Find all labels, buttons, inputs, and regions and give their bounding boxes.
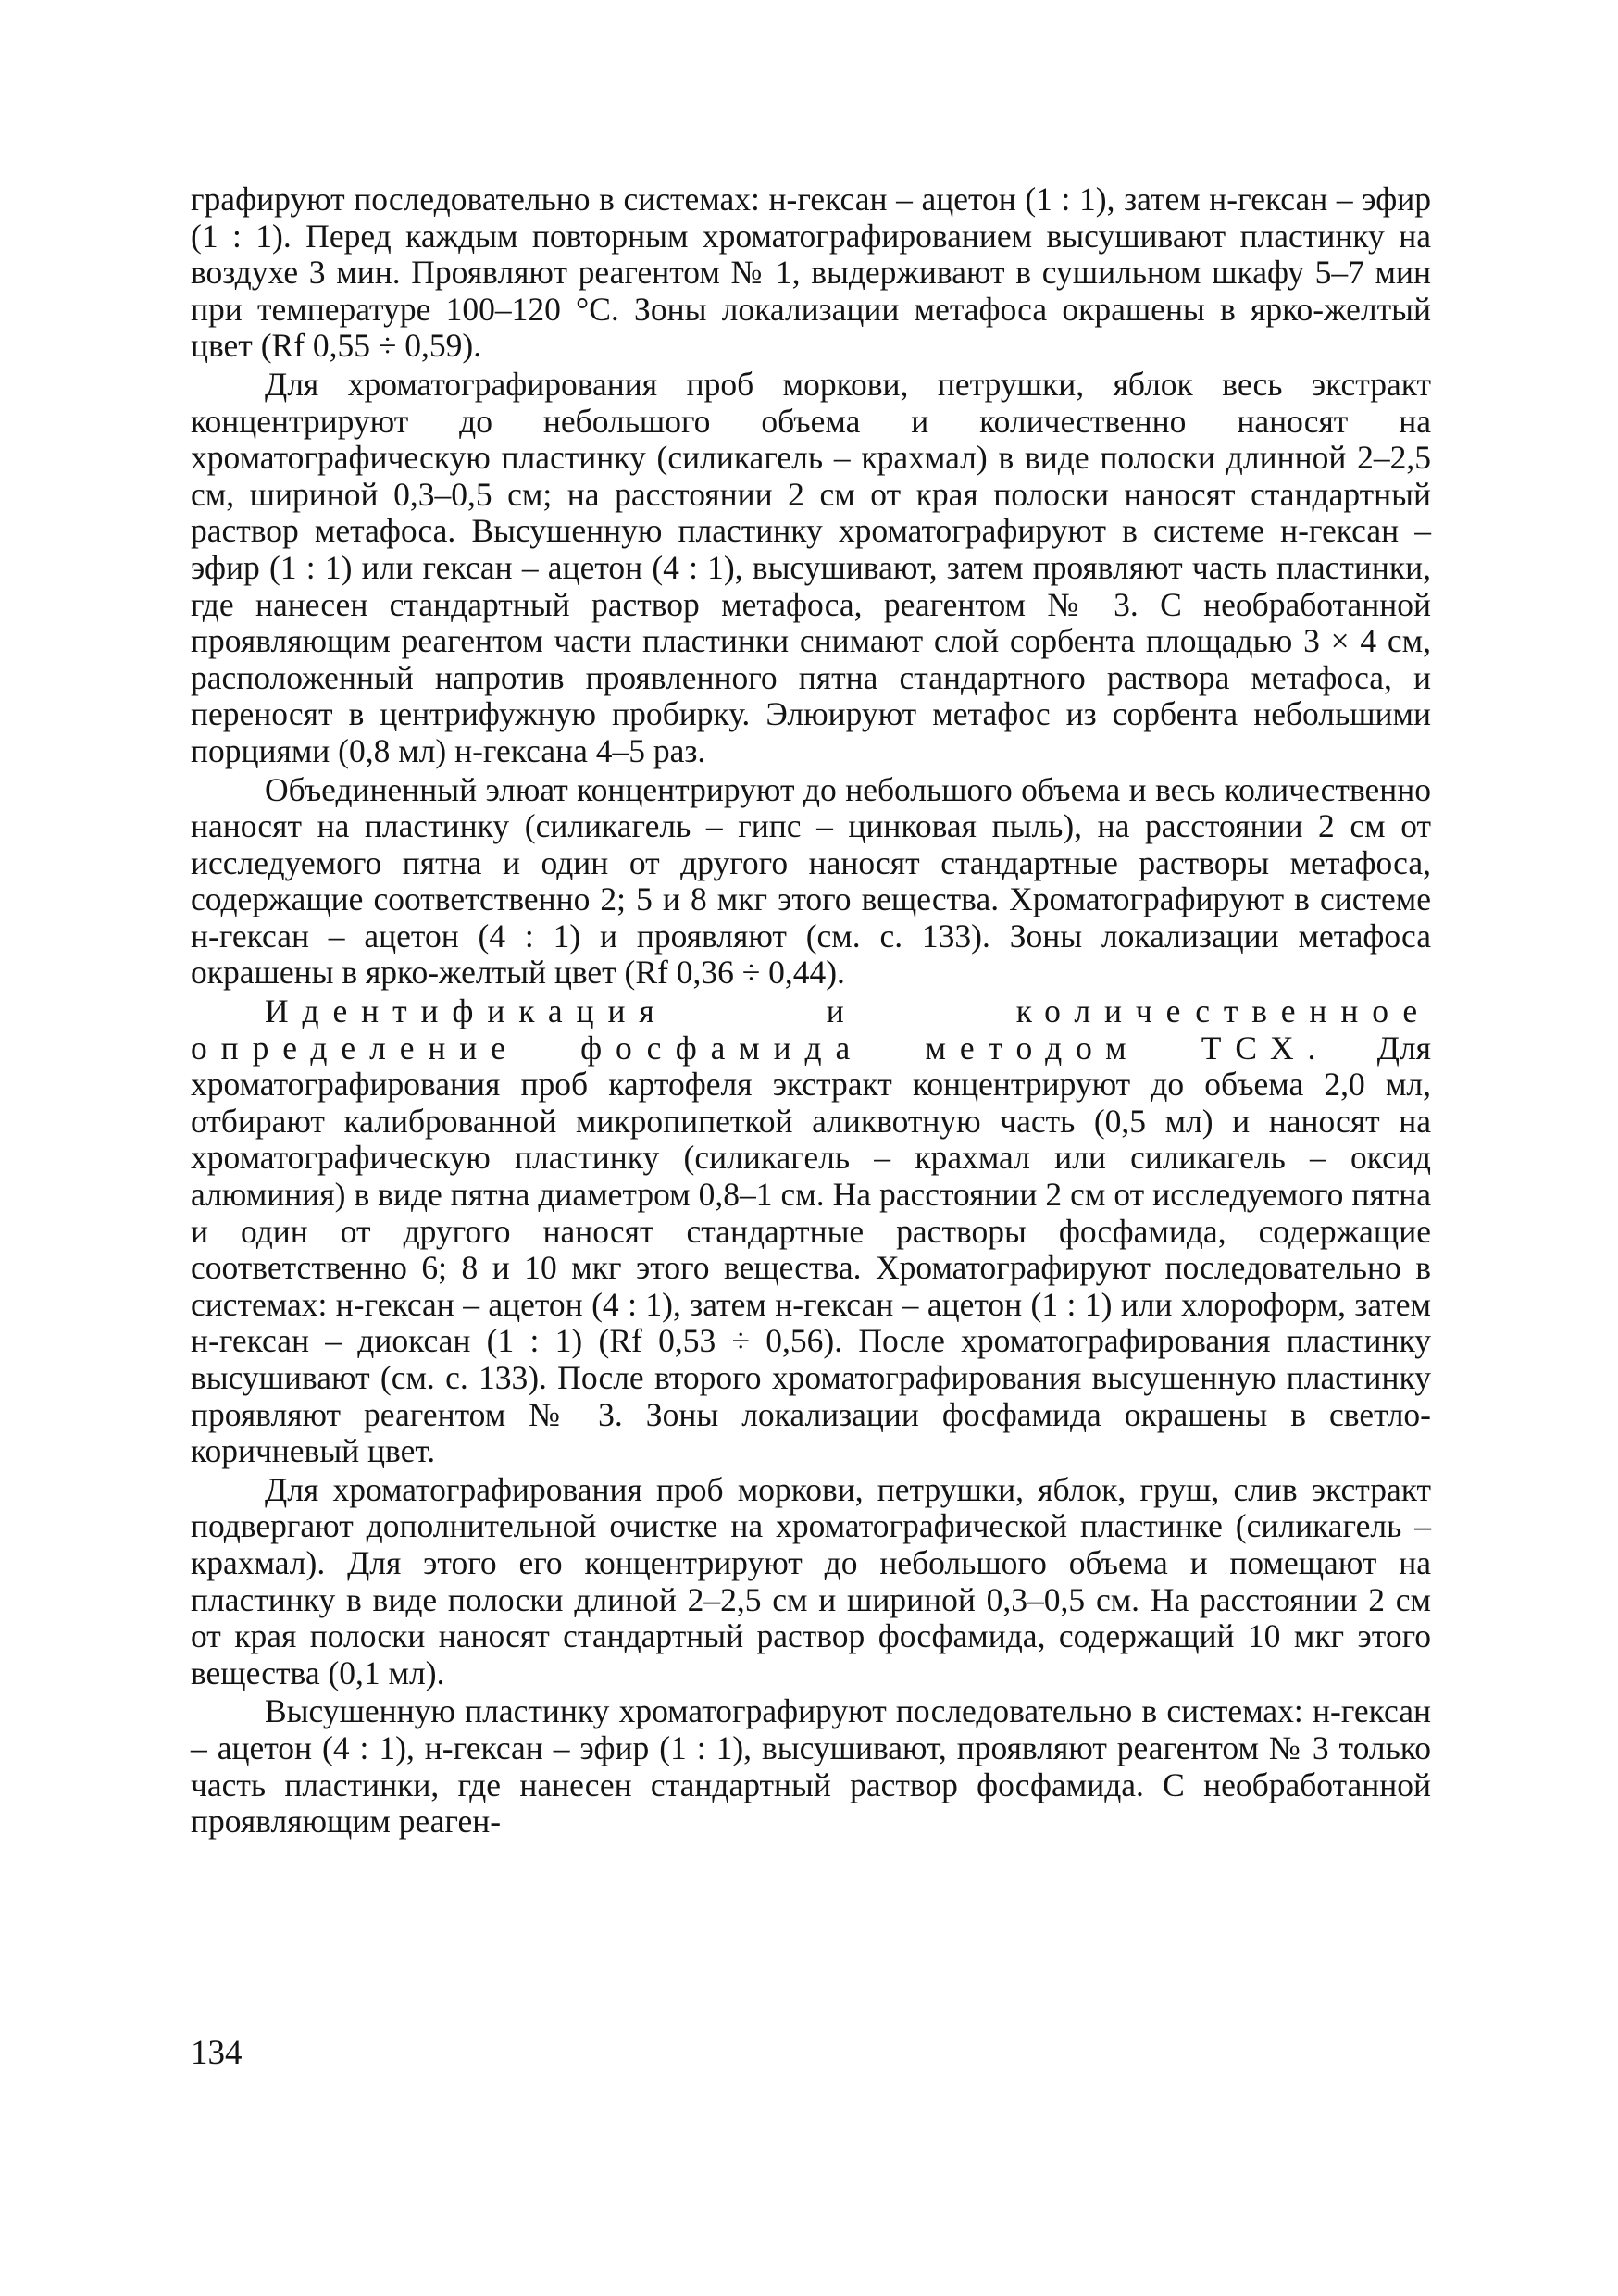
- document-page: [191, 181, 1431, 1842]
- paragraph-5: Для хроматографирования проб моркови, петрушки, яблок, груш, слив экстракт подвергают дополнительной очистке на хроматографической пластинке (силикагель – крахмал). Для этого его концентрируют до небольшого объема и помещают на пластинку в виде полоски длиной 2–2,5 см и шириной 0,3–0,5 см. На расстоянии 2 см от края полоски наносят стандартный раствор фосфамида, содержащий 10 мкг этого вещества (0,1 мл).: [191, 1470, 1431, 1691]
- paragraph-4: [191, 993, 1431, 1470]
- paragraph-4-text: Для хроматографирования проб картофеля экстракт концентрируют до объема 2,0 мл, отбирают калиброванной микропипеткой аликвотную часть (0,5 мл) и наносят на хроматографическую пластинку (силикагель – крахмал или силикагель – оксид алюминия) в виде пятна диаметром 0,8–1 см. На расстоянии 2 см от исследуемого пятна и один от другого наносят стандартные растворы фосфамида, содержащие соответственно 6; 8 и 10 мкг этого вещества. Хроматографируют последовательно в системах: н-гексан – ацетон (4 : 1), затем н-гексан – ацетон (1 : 1) или хлороформ, затем н-гексан – диоксан (1 : 1) (Rf 0,53 ÷ 0,56). После хроматографирования пластинку высушивают (см. с. 133). После второго хроматографирования высушенную пластинку проявляют реагентом № 3. Зоны локализации фосфамида окрашены в светло-коричневый цвет.: [191, 1029, 1431, 1470]
- paragraph-3: Объединенный элюат концентрируют до небольшого объема и весь количественно наносят на пластинку (силикагель – гипс – цинковая пыль), на расстоянии 2 см от исследуемого пятна и один от другого наносят стандартные растворы метафоса, содержащие соответственно 2; 5 и 8 мкг этого вещества. Хроматографируют в системе н-гексан – ацетон (4 : 1) и проявляют (см. с. 133). Зоны локализации метафоса окрашены в ярко-желтый цвет (Rf 0,36 ÷ 0,44).: [191, 770, 1431, 992]
- paragraph-6: Высушенную пластинку хроматографируют последовательно в системах: н-гексан – ацетон (4 : 1), н-гексан – эфир (1 : 1), высушивают, проявляют реагентом № 3 только часть пластинки, где нанесен стандартный раствор фосфамида. С необработанной проявляющим реаген-: [191, 1692, 1431, 1841]
- paragraph-1: графируют последовательно в системах: н-гексан – ацетон (1 : 1), затем н-гексан – эфир (1 : 1). Перед каждым повторным хроматографированием высушивают пластинку на воздухе 3 мин. Проявляют реагентом № 1, выдерживают в сушильном шкафу 5–7 мин при температуре 100–120 °С. Зоны локализации метафоса окрашены в ярко-желтый цвет (Rf 0,55 ÷ 0,59).: [191, 181, 1431, 365]
- page-number: 134: [191, 2034, 243, 2072]
- paragraph-2: Для хроматографирования проб моркови, петрушки, яблок весь экстракт концентрируют до небольшого объема и количественно наносят на хроматографическую пластинку (силикагель – крахмал) в виде полоски длинной 2–2,5 см, шириной 0,3–0,5 см; на расстоянии 2 см от края полоски наносят стандартный раствор метафоса. Высушенную пластинку хроматографируют в системе н-гексан – эфир (1 : 1) или гексан – ацетон (4 : 1), высушивают, затем проявляют часть пластинки, где нанесен стандартный раствор метафоса, реагентом № 3. С необработанной проявляющим реагентом части пластинки снимают слой сорбента площадью 3 × 4 см, расположенный напротив проявленного пятна стандартного раствора метафоса, и переносят в центрифужную пробирку. Элюируют метафос из сорбента небольшими порциями (0,8 мл) н-гексана 4–5 раз.: [191, 365, 1431, 769]
- section-heading: Идентификация и количественное определение фосфамида методом ТСХ.: [191, 992, 1431, 1067]
